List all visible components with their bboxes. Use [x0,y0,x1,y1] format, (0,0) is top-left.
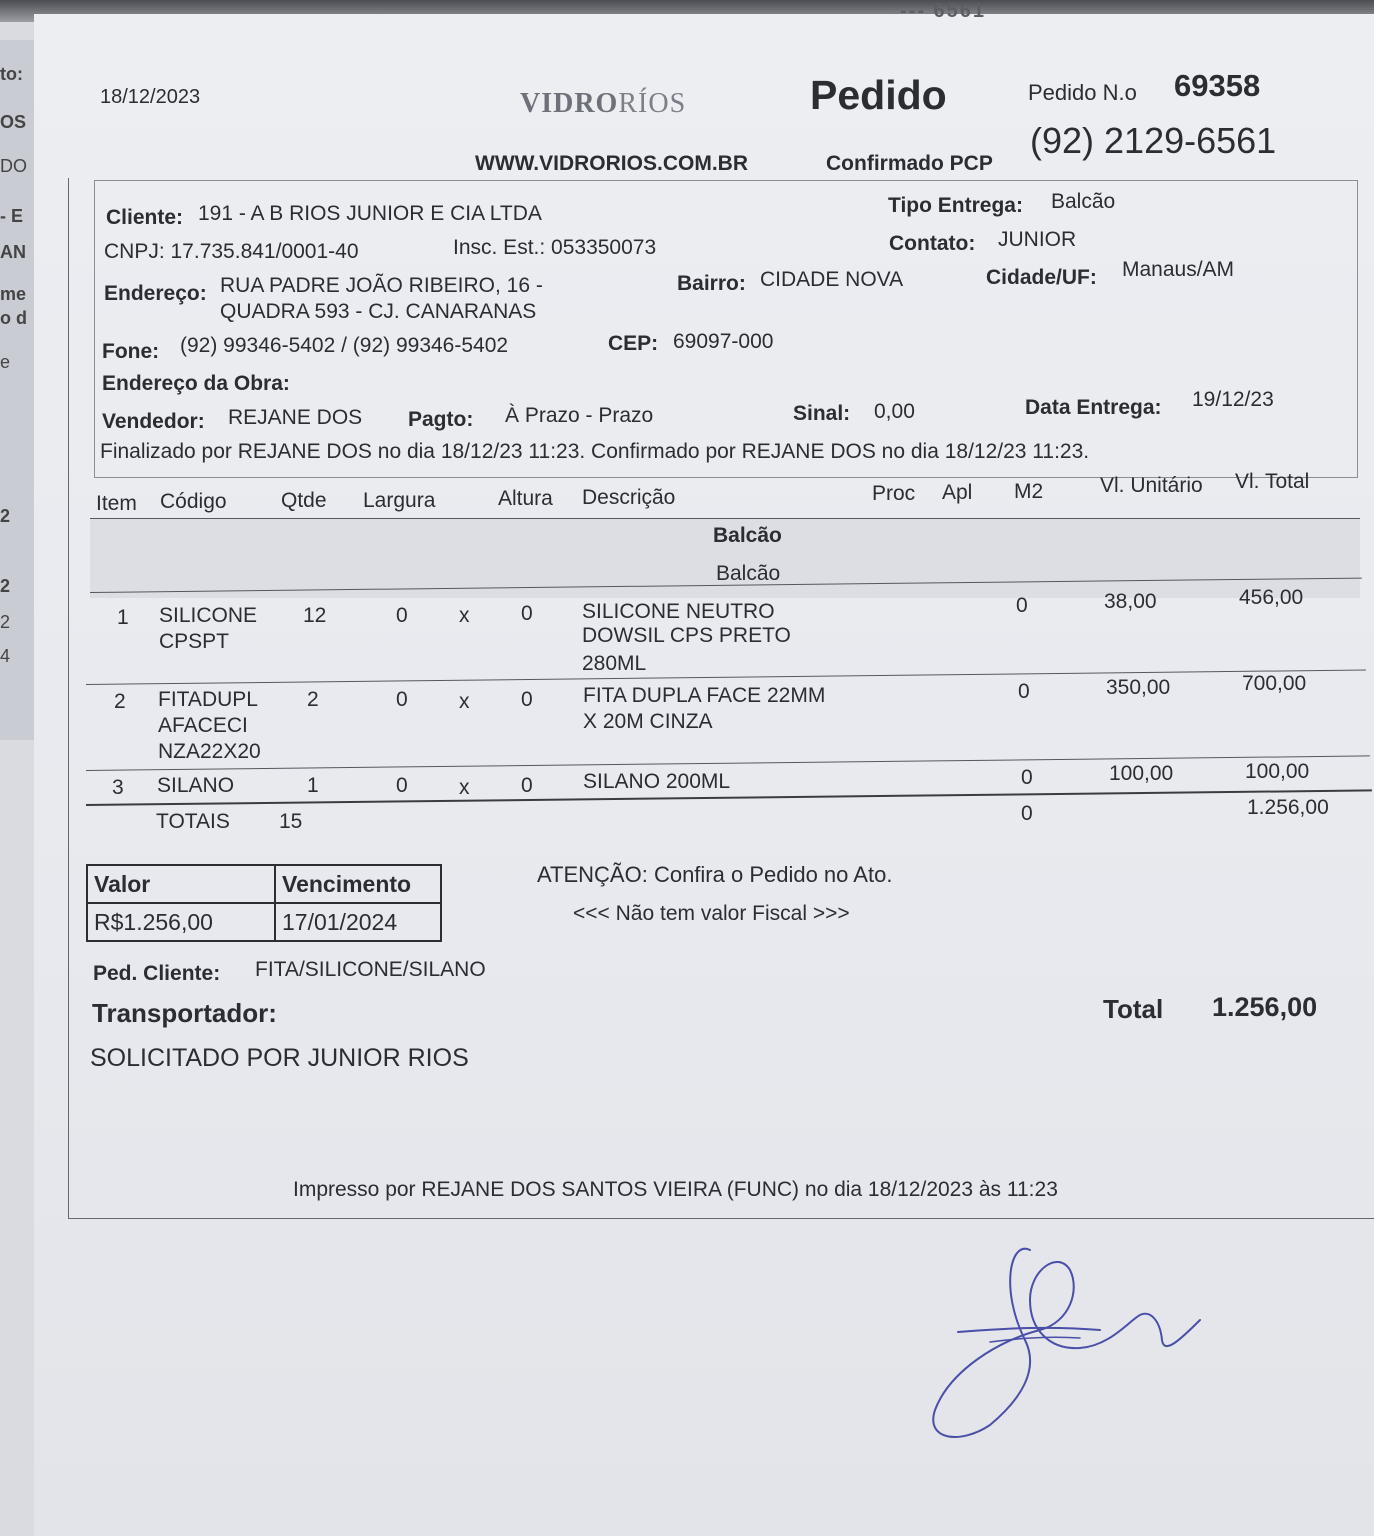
item-largura: 0 [396,604,408,627]
under-page-text: to: [0,64,23,84]
cliente-value: 191 - A B RIOS JUNIOR E CIA LTDA [198,202,542,225]
tipo-entrega-value: Balcão [1051,190,1116,213]
item-unit: 350,00 [1106,676,1171,699]
col-altura: Altura [498,487,553,510]
vencimento-cell: 17/01/2024 [275,903,441,941]
endereco-line-1: RUA PADRE JOÃO RIBEIRO, 16 - [220,274,543,297]
cliente-label: Cliente: [106,206,184,229]
item-codigo: CPSPT [159,630,230,653]
data-entrega-label: Data Entrega: [1025,396,1162,419]
valor-header: Valor [87,865,275,903]
vencimento-table [86,864,442,942]
insc-est: Insc. Est.: 053350073 [453,236,657,259]
item-altura: 0 [521,688,533,711]
item-total: 456,00 [1239,586,1304,609]
item-descricao: 280ML [582,652,647,675]
under-page-text: 2 [0,576,11,596]
vencimento-header: Vencimento [275,865,441,903]
pagto-label: Pagto: [408,408,474,431]
print-date: 18/12/2023 [100,86,201,108]
item-descricao: X 20M CINZA [583,710,713,733]
under-page-text: me [0,284,27,304]
vendedor-label: Vendedor: [102,410,205,433]
data-entrega-value: 19/12/23 [1192,388,1274,411]
item-number: 1 [117,606,129,629]
item-largura: 0 [396,688,408,711]
item-descricao: SILANO 200ML [583,770,731,793]
under-page-text: e [0,352,11,372]
item-codigo: NZA22X20 [158,740,261,763]
signature [930,1230,1210,1450]
company-phone: (92) 2129-6561 [1030,120,1277,161]
contato-value: JUNIOR [998,228,1077,251]
pedido-number: 69358 [1174,68,1261,103]
item-largura: 0 [396,774,408,797]
col-proc: Proc [872,482,916,505]
divider [90,518,1360,519]
under-page-text: 2 [0,612,11,632]
valor-cell: R$1.256,00 [87,903,275,941]
item-qtde: 2 [307,688,319,711]
endereco-label: Endereço: [104,282,207,305]
under-page-text: OS [0,112,27,132]
item-total: 700,00 [1242,672,1307,695]
pagto-value: À Prazo - Prazo [505,404,654,427]
item-x: x [459,604,470,627]
ped-cliente-value: FITA/SILICONE/SILANO [255,958,486,981]
vendedor-value: REJANE DOS [228,406,363,429]
impresso-footer: Impresso por REJANE DOS SANTOS VIEIRA (FUNC) no dia 18/12/2023 às 11:23 [293,1178,1058,1201]
bairro-label: Bairro: [677,272,746,295]
totais-m2: 0 [1021,802,1033,825]
atencao-note: ATENÇÃO: Confira o Pedido no Ato. [537,862,893,887]
total-label: Total [1103,994,1164,1024]
item-unit: 100,00 [1109,762,1174,785]
totais-qtde: 15 [279,810,303,833]
sinal-label: Sinal: [793,402,851,425]
transportador-label: Transportador: [92,998,277,1028]
item-x: x [459,690,470,713]
col-vl-unitario: Vl. Unitário [1100,474,1203,497]
item-number: 2 [114,690,126,713]
fone-value: (92) 99346-5402 / (92) 99346-5402 [180,334,509,357]
col-m2: M2 [1014,480,1044,503]
total-value: 1.256,00 [1212,992,1318,1022]
item-qtde: 12 [303,604,327,627]
company-logo [520,88,686,120]
solicitado-note: SOLICITADO POR JUNIOR RIOS [90,1044,469,1072]
cidade-value: Manaus/AM [1122,258,1235,281]
logo-rest: RÍOS [618,88,687,119]
obra-label: Endereço da Obra: [102,372,290,395]
logo-main: VIDRO [520,88,619,119]
item-x: x [459,776,470,799]
item-altura: 0 [521,774,533,797]
totais-total: 1.256,00 [1247,796,1329,819]
ghost-text: --- 6561 [900,0,987,22]
contato-label: Contato: [889,232,976,255]
item-m2: 0 [1016,594,1028,617]
item-codigo: SILICONE [159,604,258,627]
confirmado-status: Confirmado PCP [826,152,993,175]
finalizado-note: Finalizado por REJANE DOS no dia 18/12/23 11:23. Confirmado por REJANE DOS no dia 18/12/23 11:23. [100,440,1090,463]
item-descricao: FITA DUPLA FACE 22MM [583,684,826,707]
item-m2: 0 [1018,680,1030,703]
sinal-value: 0,00 [874,400,915,423]
item-qtde: 1 [307,774,319,797]
item-descricao: SILICONE NEUTRO [582,600,775,623]
col-item: Item [96,492,137,515]
col-qtde: Qtde [281,489,327,512]
ped-cliente-label: Ped. Cliente: [93,962,221,985]
under-page-text: 2 [0,506,11,526]
col-codigo: Código [160,490,227,513]
endereco-line-2: QUADRA 593 - CJ. CANARANAS [220,300,537,323]
under-page-text: AN [0,242,26,262]
under-page-text: - E [0,206,24,226]
cep-label: CEP: [608,332,659,355]
item-altura: 0 [521,602,533,625]
under-page-text: 4 [0,646,11,666]
group-sub: Balcão [716,562,781,585]
bairro-value: CIDADE NOVA [760,268,904,291]
under-page-text: o d [0,308,27,328]
item-m2: 0 [1021,766,1033,789]
tipo-entrega-label: Tipo Entrega: [888,194,1023,217]
website: WWW.VIDRORIOS.COM.BR [475,152,748,175]
col-descricao: Descrição [582,486,676,509]
col-vl-total: Vl. Total [1235,470,1310,493]
item-codigo: FITADUPL [158,688,258,711]
item-unit: 38,00 [1104,590,1157,613]
col-apl: Apl [942,481,973,504]
cnpj: CNPJ: 17.735.841/0001-40 [104,240,359,263]
item-codigo: AFACECI [158,714,248,737]
item-number: 3 [112,776,124,799]
item-total: 100,00 [1245,760,1310,783]
group-header: Balcão [713,524,782,547]
fone-label: Fone: [102,340,160,363]
totais-label: TOTAIS [156,810,230,833]
item-codigo: SILANO [157,774,235,797]
cep-value: 69097-000 [673,330,774,353]
page-title: Pedido [810,72,947,118]
underlying-page [0,40,36,740]
under-page-text: DO [0,156,27,176]
col-largura: Largura [363,489,436,512]
item-descricao: DOWSIL CPS PRETO [582,624,791,647]
pedido-label: Pedido N.o [1028,80,1137,105]
cidade-label: Cidade/UF: [986,266,1097,289]
fiscal-note: <<< Não tem valor Fiscal >>> [573,902,850,925]
